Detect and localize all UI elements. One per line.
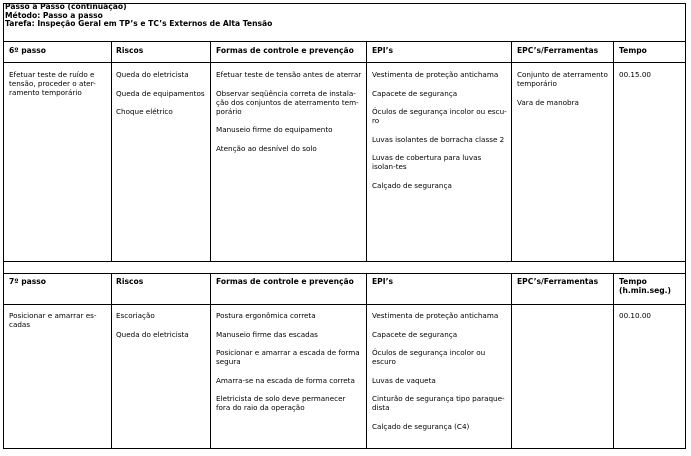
s2-controls-list <box>216 311 362 412</box>
list-item: Capacete de segurança <box>372 329 458 339</box>
rule-s1-head-bottom <box>3 62 686 63</box>
list-item: Efetuar teste de tensão antes de aterrar <box>216 70 362 79</box>
list-item: Vara de manobra <box>517 97 579 107</box>
list-item: Choque elétrico <box>116 107 173 117</box>
list-item: Atenção ao desnível do solo <box>216 143 317 153</box>
rule-s2-head-bottom <box>3 304 686 305</box>
header-task: Tarefa: Inspeção Geral em TP’s e TC’s Externos de Alta Tensão <box>5 19 273 29</box>
list-item: Cinturão de segurança tipo paraque-dista <box>372 394 505 413</box>
list-item: Escoriação <box>116 311 155 320</box>
list-item: Amarra-se na escada de forma correta <box>216 375 355 385</box>
list-item: Observar seqüência correta de instala-ção dos conjuntos de aterramento tem-porário <box>216 88 359 116</box>
col-line <box>511 273 512 449</box>
list-item: Conjunto de aterramento temporário <box>517 70 608 88</box>
s1-header-controls: Formas de controle e prevenção <box>216 46 354 55</box>
s1-time-value: 00.15.00 <box>619 70 652 79</box>
s2-header-controls: Formas de controle e prevenção <box>216 277 354 286</box>
col-line <box>613 41 614 261</box>
list-item: Vestimenta de proteção antichama <box>372 70 499 79</box>
s1-epi-list <box>372 70 507 190</box>
header-method: Método: Passo a passo <box>5 10 103 20</box>
col-line <box>210 273 211 449</box>
rule-s1-bottom <box>3 261 686 262</box>
s1-epc-list <box>517 70 609 107</box>
s1-header-epi: EPI’s <box>372 46 393 55</box>
s1-header-risks: Riscos <box>116 46 144 55</box>
list-item: Calçado de segurança <box>372 180 452 190</box>
col-line <box>366 41 367 261</box>
s2-header-risks: Riscos <box>116 277 144 286</box>
col-line <box>613 273 614 449</box>
s2-header-time: Tempo (h.min.seg.) <box>619 277 672 295</box>
s2-epi-list <box>372 311 507 431</box>
s1-step-description: Efetuar teste de ruído e tensão, proceder o ater-ramento temporário <box>9 70 96 97</box>
col-line <box>111 273 112 449</box>
list-item: Queda do eletricista <box>116 329 189 339</box>
s2-risks-list <box>116 311 206 339</box>
rule-s2-top <box>3 273 686 274</box>
list-item: Luvas de cobertura para luvas isolan-tes <box>372 153 482 172</box>
list-item: Postura ergonômica correta <box>216 311 316 320</box>
col-line <box>111 41 112 261</box>
s1-header-step: 6º passo <box>9 46 47 55</box>
list-item: Manuseio firme das escadas <box>216 329 318 339</box>
col-line <box>210 41 211 261</box>
s1-risks-list <box>116 70 206 116</box>
s2-header-step: 7º passo <box>9 277 47 286</box>
s2-header-epc: EPC’s/Ferramentas <box>517 277 599 286</box>
s1-header-time: Tempo <box>619 46 647 55</box>
s1-header-epc: EPC’s/Ferramentas <box>517 46 599 55</box>
list-item: Calçado de segurança (C4) <box>372 421 470 431</box>
s2-step-description: Posicionar e amarrar es-cadas <box>9 311 97 329</box>
list-item: Queda do eletricista <box>116 70 189 79</box>
s1-controls-list <box>216 70 362 153</box>
list-item: Luvas isolantes de borracha classe 2 <box>372 134 505 144</box>
list-item: Eletricista de solo deve permanecer fora do raio da operação <box>216 394 346 413</box>
list-item: Capacete de segurança <box>372 88 458 98</box>
s2-header-epi: EPI’s <box>372 277 393 286</box>
col-line <box>366 273 367 449</box>
rule-header-bottom <box>3 41 686 42</box>
document-header <box>5 3 272 29</box>
list-item: Óculos de segurança incolor ou escuro <box>372 348 486 367</box>
list-item: Vestimenta de proteção antichama <box>372 311 499 320</box>
list-item: Queda de equipamentos <box>116 88 205 98</box>
list-item: Posicionar e amarrar a escada de forma segura <box>216 348 360 367</box>
list-item: Óculos de segurança incolor ou escu-ro <box>372 107 507 126</box>
s2-time-value: 00.10.00 <box>619 311 652 320</box>
list-item: Luvas de vaqueta <box>372 375 436 385</box>
list-item: Manuseio firme do equipamento <box>216 125 333 135</box>
col-line <box>511 41 512 261</box>
header-title: Passo a Passo (continuação) <box>5 2 127 11</box>
